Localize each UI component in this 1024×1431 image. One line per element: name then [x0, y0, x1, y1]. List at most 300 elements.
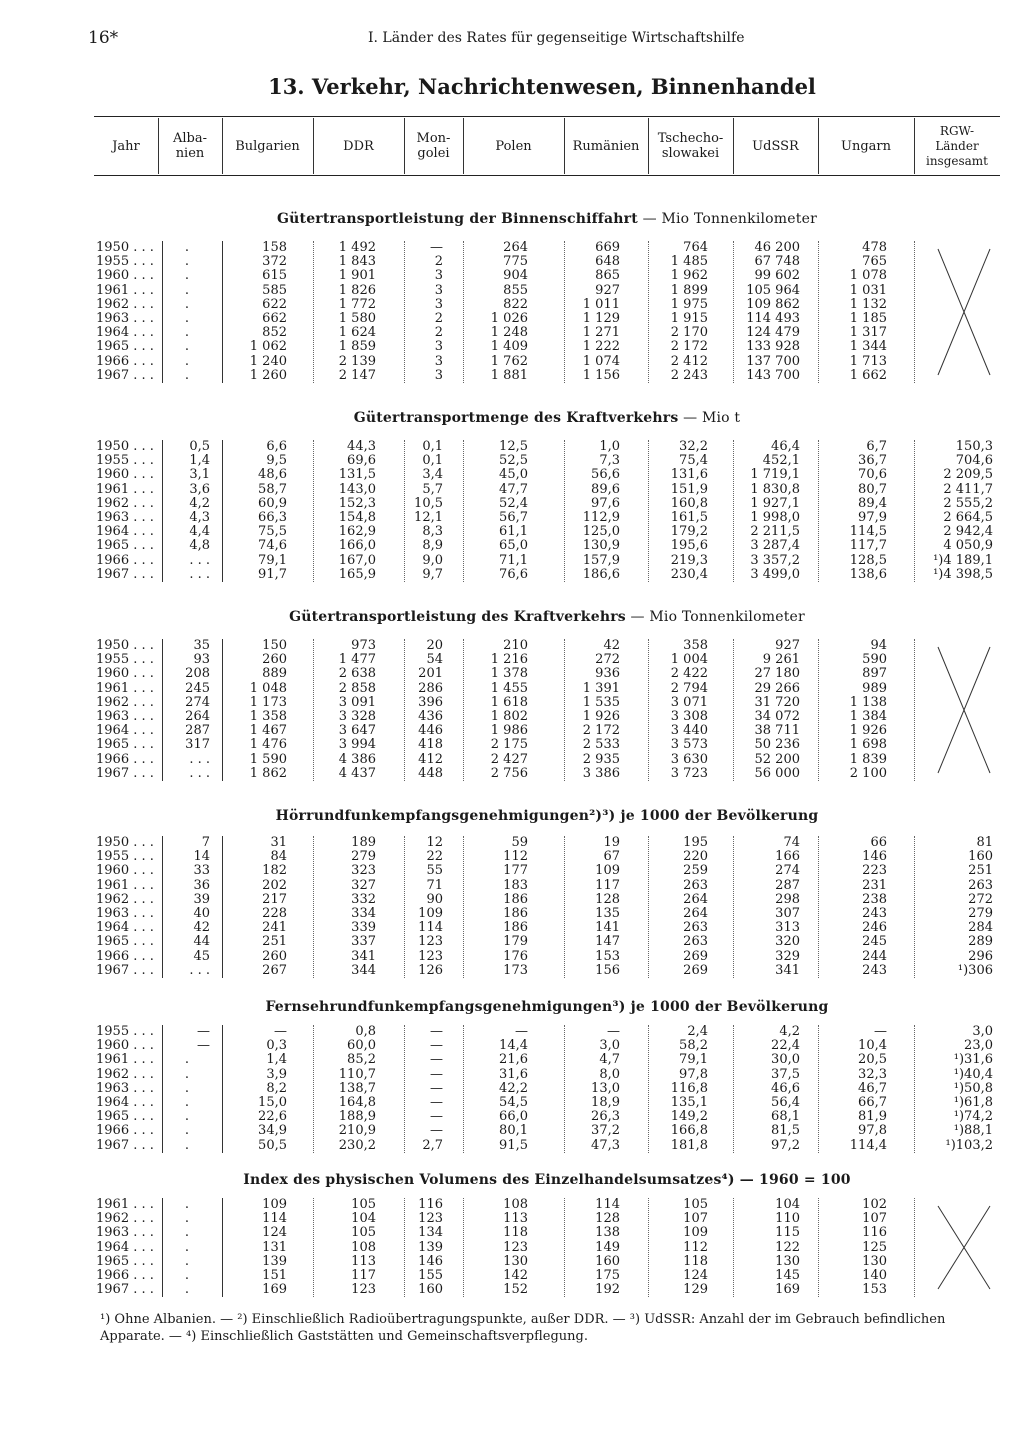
- header-label: RGW- Länder insgesamt: [925, 123, 989, 168]
- value-cell-ddr: 189: [351, 835, 376, 850]
- year-cell: 1955 . . .: [96, 1024, 154, 1039]
- value-cell-bulgarien: 60,9: [258, 495, 287, 511]
- value-cell-mongolei: 90: [426, 891, 443, 907]
- value-cell-rumaenien: 2 533: [582, 737, 620, 753]
- value-cell-tschechoslowakei: 220: [683, 849, 708, 865]
- value-cell-mongolei: 10,5: [414, 495, 443, 511]
- year-cell: 1966 . . .: [96, 552, 154, 568]
- value-cell-udssr: 130: [775, 1253, 800, 1269]
- value-cell-ddr: 117: [351, 1268, 376, 1283]
- value-cell-bulgarien: 114: [262, 1211, 287, 1227]
- value-cell-albanien: 40: [193, 906, 210, 921]
- value-cell-polen: 775: [503, 254, 528, 270]
- column-separator: [463, 440, 464, 582]
- year-cell: 1965 . . .: [96, 737, 154, 753]
- value-cell-mongolei: 109: [418, 906, 443, 921]
- value-cell-mongolei: 2,7: [422, 1137, 443, 1153]
- year-cell: 1967 . . .: [96, 367, 154, 383]
- value-cell-bulgarien: 139: [262, 1253, 287, 1269]
- value-cell-udssr: 1 830,8: [750, 481, 800, 497]
- value-cell-ddr: 1 859: [338, 339, 376, 355]
- value-cell-rumaenien: 141: [595, 920, 620, 936]
- year-cell: 1964 . . .: [96, 524, 154, 540]
- value-cell-mongolei: 3: [434, 282, 443, 298]
- value-cell-mongolei: 8,9: [422, 538, 443, 554]
- value-cell-udssr: 122: [775, 1239, 800, 1255]
- table-row: [0, 440, 1024, 454]
- table-row: [0, 950, 1024, 964]
- value-cell-rumaenien: 4,7: [599, 1052, 620, 1068]
- year-cell: 1964 . . .: [96, 1239, 154, 1255]
- value-cell-albanien: .: [184, 1225, 190, 1241]
- table-row: [0, 1226, 1024, 1240]
- value-cell-albanien: 33: [193, 863, 210, 879]
- value-cell-rumaenien: 1 074: [582, 353, 620, 369]
- header-label: Rumänien: [572, 138, 640, 154]
- value-cell-bulgarien: 1,4: [266, 1052, 287, 1068]
- value-cell-mongolei: —: [430, 1038, 443, 1054]
- value-cell-tschechoslowakei: 3 573: [670, 737, 708, 753]
- value-cell-ungarn: 246: [862, 920, 887, 936]
- value-cell-polen: 179: [503, 934, 528, 950]
- value-cell-albanien: .: [184, 240, 190, 255]
- value-cell-udssr: 29 266: [754, 680, 800, 696]
- year-cell: 1964 . . .: [96, 325, 154, 341]
- value-cell-mongolei: 9,7: [422, 566, 443, 582]
- value-cell-tschechoslowakei: 195,6: [670, 538, 708, 554]
- value-cell-albanien: 0,5: [189, 439, 210, 454]
- value-cell-polen: 1 618: [490, 694, 528, 710]
- value-cell-mongolei: 114: [418, 920, 443, 936]
- header-col-tschechoslowakei: [648, 118, 733, 174]
- value-cell-albanien: 317: [185, 737, 210, 753]
- value-cell-ddr: 279: [351, 849, 376, 865]
- table-row: [0, 1068, 1024, 1082]
- header-label: Bulgarien: [235, 138, 300, 154]
- value-cell-ddr: 1 477: [338, 652, 376, 668]
- value-cell-tschechoslowakei: 1 975: [670, 296, 708, 312]
- value-cell-bulgarien: 1 062: [249, 339, 287, 355]
- value-cell-rgw: ¹)61,8: [953, 1095, 993, 1110]
- header-separator: [733, 118, 734, 174]
- value-cell-polen: 31,6: [499, 1066, 528, 1082]
- value-cell-tschechoslowakei: 764: [683, 240, 708, 255]
- value-cell-rgw: ¹)40,4: [953, 1066, 993, 1082]
- value-cell-ddr: 332: [351, 891, 376, 907]
- value-cell-udssr: 30,0: [771, 1052, 800, 1068]
- table-row: [0, 653, 1024, 667]
- value-cell-albanien: .: [184, 282, 190, 298]
- value-cell-albanien: 42: [193, 920, 210, 936]
- value-cell-tschechoslowakei: 135,1: [670, 1095, 708, 1110]
- value-cell-rgw: 23,0: [964, 1038, 993, 1054]
- value-cell-ddr: 3 091: [338, 694, 376, 710]
- value-cell-ungarn: 1 839: [849, 751, 887, 767]
- value-cell-rgw: 150,3: [955, 439, 993, 454]
- value-cell-rumaenien: 1 156: [582, 367, 620, 383]
- value-cell-bulgarien: 22,6: [258, 1109, 287, 1125]
- value-cell-udssr: 68,1: [771, 1109, 800, 1125]
- column-separator: [162, 836, 163, 978]
- value-cell-albanien: .: [184, 1282, 190, 1298]
- value-cell-mongolei: 3: [434, 268, 443, 284]
- header-label: Ungarn: [841, 138, 891, 154]
- value-cell-ddr: 327: [351, 877, 376, 893]
- value-cell-mongolei: 3: [434, 339, 443, 355]
- value-cell-bulgarien: 75,5: [258, 524, 287, 540]
- value-cell-ungarn: 138,6: [849, 566, 887, 582]
- value-cell-polen: 76,6: [499, 566, 528, 582]
- year-cell: 1950 . . .: [96, 835, 154, 850]
- value-cell-mongolei: 12,1: [414, 510, 443, 525]
- value-cell-udssr: 1 998,0: [750, 510, 800, 525]
- section-title-text: Gütertransportmenge des Kraftverkehrs: [353, 410, 679, 426]
- year-cell: 1960 . . .: [96, 268, 154, 284]
- value-cell-ddr: 44,3: [347, 439, 376, 454]
- value-cell-udssr: 143 700: [746, 367, 800, 383]
- value-cell-polen: 42,2: [499, 1080, 528, 1096]
- table-row: [0, 454, 1024, 468]
- value-cell-tschechoslowakei: 1 485: [670, 254, 708, 270]
- value-cell-ddr: 108: [351, 1239, 376, 1255]
- value-cell-bulgarien: 31: [270, 835, 287, 850]
- value-cell-polen: 142: [503, 1268, 528, 1283]
- value-cell-bulgarien: 9,5: [266, 453, 287, 469]
- value-cell-albanien: .: [184, 1095, 190, 1110]
- table-row: [0, 879, 1024, 893]
- value-cell-bulgarien: 615: [262, 268, 287, 284]
- column-separator: [564, 639, 565, 781]
- section-title-text: Index des physischen Volumens des Einzelhandelsumsatzes⁴) — 1960 = 100: [243, 1172, 851, 1188]
- value-cell-ungarn: 1 031: [849, 282, 887, 298]
- column-separator: [914, 639, 915, 781]
- value-cell-rgw: ¹)31,6: [953, 1052, 993, 1068]
- value-cell-albanien: 7: [201, 835, 210, 850]
- value-cell-ddr: 344: [351, 962, 376, 978]
- value-cell-rumaenien: 37,2: [591, 1123, 620, 1139]
- value-cell-polen: 2 756: [490, 765, 528, 781]
- header-col-bulgarien: [222, 118, 313, 174]
- value-cell-tschechoslowakei: 3 308: [670, 709, 708, 724]
- value-cell-albanien: .: [184, 1211, 190, 1227]
- table-row: [0, 326, 1024, 340]
- value-cell-udssr: 115: [775, 1225, 800, 1241]
- value-cell-rumaenien: 3,0: [599, 1038, 620, 1054]
- value-cell-mongolei: 448: [418, 765, 443, 781]
- value-cell-udssr: 105 964: [746, 282, 800, 298]
- value-cell-albanien: .: [184, 311, 190, 326]
- value-cell-ddr: 154,8: [338, 510, 376, 525]
- value-cell-polen: 47,7: [499, 481, 528, 497]
- value-cell-rumaenien: 147: [595, 934, 620, 950]
- value-cell-tschechoslowakei: 1 915: [670, 311, 708, 326]
- table-row: [0, 682, 1024, 696]
- value-cell-bulgarien: 91,7: [258, 566, 287, 582]
- value-cell-polen: 61,1: [499, 524, 528, 540]
- value-cell-polen: 904: [503, 268, 528, 284]
- value-cell-rgw: ¹)103,2: [945, 1137, 993, 1153]
- value-cell-udssr: 4,2: [779, 1024, 800, 1039]
- table-row: [0, 639, 1024, 653]
- year-cell: 1966 . . .: [96, 751, 154, 767]
- value-cell-mongolei: 436: [418, 709, 443, 724]
- column-separator: [222, 440, 223, 582]
- value-cell-rgw: 289: [968, 934, 993, 950]
- value-cell-bulgarien: 202: [262, 877, 287, 893]
- value-cell-polen: 112: [503, 849, 528, 865]
- value-cell-ungarn: 94: [870, 638, 887, 653]
- value-cell-ungarn: 1 138: [849, 694, 887, 710]
- section-title: [0, 410, 1024, 426]
- value-cell-rgw: 3,0: [972, 1024, 993, 1039]
- value-cell-udssr: 110: [775, 1211, 800, 1227]
- value-cell-mongolei: —: [430, 1123, 443, 1139]
- value-cell-albanien: . . .: [189, 566, 210, 582]
- value-cell-polen: 12,5: [499, 439, 528, 454]
- year-cell: 1965 . . .: [96, 339, 154, 355]
- column-separator: [914, 1198, 915, 1297]
- value-cell-rgw: ¹)4 398,5: [933, 566, 993, 582]
- table-row: [0, 255, 1024, 269]
- value-cell-bulgarien: —: [274, 1024, 287, 1039]
- section-title-text: Fernsehrundfunkempfangsgenehmigungen³) je 1000 der Bevölkerung: [265, 999, 829, 1015]
- value-cell-ddr: 339: [351, 920, 376, 936]
- value-cell-polen: 1 881: [490, 367, 528, 383]
- column-separator: [222, 836, 223, 978]
- value-cell-albanien: 14: [193, 849, 210, 865]
- value-cell-mongolei: 9,0: [422, 552, 443, 568]
- header-separator: [818, 118, 819, 174]
- value-cell-mongolei: 418: [418, 737, 443, 753]
- value-cell-rumaenien: 186,6: [582, 566, 620, 582]
- value-cell-ddr: 138,7: [338, 1080, 376, 1096]
- value-cell-ddr: 60,0: [347, 1038, 376, 1054]
- value-cell-albanien: 39: [193, 891, 210, 907]
- value-cell-ungarn: 1 344: [849, 339, 887, 355]
- value-cell-tschechoslowakei: 3 630: [670, 751, 708, 767]
- year-cell: 1961 . . .: [96, 481, 154, 497]
- value-cell-bulgarien: 84: [270, 849, 287, 865]
- value-cell-ungarn: 244: [862, 948, 887, 964]
- value-cell-udssr: 114 493: [746, 311, 800, 326]
- value-cell-ddr: 167,0: [338, 552, 376, 568]
- value-cell-bulgarien: 1 240: [249, 353, 287, 369]
- value-cell-rumaenien: 1 271: [582, 325, 620, 341]
- value-cell-rumaenien: 1 535: [582, 694, 620, 710]
- value-cell-ddr: 162,9: [338, 524, 376, 540]
- value-cell-mongolei: 396: [418, 694, 443, 710]
- value-cell-polen: 1 802: [490, 709, 528, 724]
- value-cell-tschechoslowakei: 161,5: [670, 510, 708, 525]
- value-cell-rgw: 2 942,4: [943, 524, 993, 540]
- header-label: Tschecho- slowakei: [657, 131, 724, 161]
- value-cell-ungarn: 1 698: [849, 737, 887, 753]
- value-cell-bulgarien: 1 260: [249, 367, 287, 383]
- table-row: [0, 1255, 1024, 1269]
- year-cell: 1955 . . .: [96, 652, 154, 668]
- value-cell-udssr: 145: [775, 1268, 800, 1283]
- value-cell-rumaenien: 272: [595, 652, 620, 668]
- value-cell-albanien: .: [184, 339, 190, 355]
- value-cell-tschechoslowakei: 263: [683, 877, 708, 893]
- value-cell-albanien: 1,4: [189, 453, 210, 469]
- column-separator: [463, 836, 464, 978]
- section-unit: — Mio Tonnenkilometer: [625, 609, 805, 625]
- value-cell-bulgarien: 151: [262, 1268, 287, 1283]
- value-cell-ungarn: 2 100: [849, 765, 887, 781]
- value-cell-tschechoslowakei: 105: [683, 1197, 708, 1212]
- value-cell-rgw: ¹)74,2: [953, 1109, 993, 1125]
- value-cell-albanien: .: [184, 1109, 190, 1125]
- value-cell-ungarn: 140: [862, 1268, 887, 1283]
- value-cell-mongolei: —: [430, 1066, 443, 1082]
- value-cell-ungarn: 114,5: [849, 524, 887, 540]
- value-cell-ddr: 1 624: [338, 325, 376, 341]
- value-cell-albanien: .: [184, 296, 190, 312]
- footnotes: [100, 1311, 1020, 1345]
- value-cell-bulgarien: 622: [262, 296, 287, 312]
- table-row: [0, 468, 1024, 482]
- value-cell-albanien: 36: [193, 877, 210, 893]
- value-cell-ungarn: 114,4: [849, 1137, 887, 1153]
- column-separator: [648, 1198, 649, 1297]
- value-cell-udssr: 46,4: [771, 439, 800, 454]
- value-cell-udssr: 22,4: [771, 1038, 800, 1054]
- value-cell-ungarn: 20,5: [858, 1052, 887, 1068]
- value-cell-ddr: 334: [351, 906, 376, 921]
- value-cell-ddr: 3 647: [338, 723, 376, 739]
- value-cell-tschechoslowakei: 3 723: [670, 765, 708, 781]
- value-cell-rumaenien: 927: [595, 282, 620, 298]
- running-head: I. Länder des Rates für gegenseitige Wirtschaftshilfe: [368, 30, 745, 46]
- value-cell-ungarn: 130: [862, 1253, 887, 1269]
- value-cell-mongolei: 12: [426, 835, 443, 850]
- value-cell-mongolei: 3: [434, 367, 443, 383]
- column-separator: [162, 440, 163, 582]
- year-cell: 1963 . . .: [96, 1225, 154, 1241]
- table-row: [0, 298, 1024, 312]
- value-cell-ddr: 4 386: [338, 751, 376, 767]
- year-cell: 1964 . . .: [96, 920, 154, 936]
- value-cell-albanien: 4,3: [189, 510, 210, 525]
- table-row: [0, 753, 1024, 767]
- header-label: UdSSR: [752, 138, 799, 154]
- value-cell-ddr: 973: [351, 638, 376, 653]
- column-separator: [222, 1198, 223, 1297]
- value-cell-bulgarien: 1 476: [249, 737, 287, 753]
- value-cell-ungarn: 81,9: [858, 1109, 887, 1125]
- value-cell-rumaenien: —: [607, 1024, 620, 1039]
- value-cell-bulgarien: 169: [262, 1282, 287, 1298]
- value-cell-rumaenien: 109: [595, 863, 620, 879]
- value-cell-rgw: 704,6: [955, 453, 993, 469]
- value-cell-bulgarien: 79,1: [258, 552, 287, 568]
- year-cell: 1950 . . .: [96, 638, 154, 653]
- value-cell-rgw: ¹)88,1: [953, 1123, 993, 1139]
- value-cell-polen: 21,6: [499, 1052, 528, 1068]
- value-cell-ddr: 2 147: [338, 367, 376, 383]
- column-separator: [313, 241, 314, 383]
- column-separator: [733, 241, 734, 383]
- value-cell-rgw: ¹)50,8: [953, 1080, 993, 1096]
- value-cell-mongolei: 123: [418, 1211, 443, 1227]
- column-separator: [648, 241, 649, 383]
- value-cell-rumaenien: 175: [595, 1268, 620, 1283]
- value-cell-mongolei: 5,7: [422, 481, 443, 497]
- value-cell-polen: 113: [503, 1211, 528, 1227]
- value-cell-udssr: 46,6: [771, 1080, 800, 1096]
- table-row: [0, 483, 1024, 497]
- table-row: [0, 554, 1024, 568]
- value-cell-polen: 1 986: [490, 723, 528, 739]
- value-cell-polen: 1 378: [490, 666, 528, 682]
- year-cell: 1967 . . .: [96, 1282, 154, 1298]
- value-cell-rgw: 160: [968, 849, 993, 865]
- value-cell-polen: 2 175: [490, 737, 528, 753]
- value-cell-albanien: 264: [185, 709, 210, 724]
- section-title: [0, 211, 1024, 227]
- value-cell-udssr: 313: [775, 920, 800, 936]
- value-cell-tschechoslowakei: 219,3: [670, 552, 708, 568]
- value-cell-albanien: .: [184, 1268, 190, 1283]
- column-separator: [222, 241, 223, 383]
- value-cell-mongolei: 2: [434, 254, 443, 270]
- value-cell-tschechoslowakei: 1 004: [670, 652, 708, 668]
- value-cell-bulgarien: 109: [262, 1197, 287, 1212]
- value-cell-ungarn: 238: [862, 891, 887, 907]
- value-cell-ddr: 164,8: [338, 1095, 376, 1110]
- value-cell-rumaenien: 47,3: [591, 1137, 620, 1153]
- value-cell-ungarn: 6,7: [866, 439, 887, 454]
- value-cell-ungarn: 478: [862, 240, 887, 255]
- value-cell-tschechoslowakei: 259: [683, 863, 708, 879]
- value-cell-rumaenien: 157,9: [582, 552, 620, 568]
- value-cell-rumaenien: 56,6: [591, 467, 620, 483]
- value-cell-ddr: 1 826: [338, 282, 376, 298]
- table-row: [0, 1212, 1024, 1226]
- value-cell-bulgarien: 34,9: [258, 1123, 287, 1139]
- value-cell-polen: 855: [503, 282, 528, 298]
- value-cell-polen: 54,5: [499, 1095, 528, 1110]
- header-label: Mon- golei: [416, 131, 451, 161]
- year-cell: 1967 . . .: [96, 566, 154, 582]
- table-row: [0, 1241, 1024, 1255]
- value-cell-ungarn: 897: [862, 666, 887, 682]
- column-separator: [818, 639, 819, 781]
- value-cell-rgw: 2 209,5: [943, 467, 993, 483]
- value-cell-rumaenien: 192: [595, 1282, 620, 1298]
- column-separator: [818, 1025, 819, 1153]
- table-row: [0, 269, 1024, 283]
- column-separator: [914, 440, 915, 582]
- value-cell-tschechoslowakei: 181,8: [670, 1137, 708, 1153]
- value-cell-ddr: 104: [351, 1211, 376, 1227]
- header-label: DDR: [343, 138, 374, 154]
- value-cell-ddr: 85,2: [347, 1052, 376, 1068]
- value-cell-udssr: 166: [775, 849, 800, 865]
- value-cell-rumaenien: 117: [595, 877, 620, 893]
- value-cell-udssr: 274: [775, 863, 800, 879]
- value-cell-polen: 45,0: [499, 467, 528, 483]
- year-cell: 1961 . . .: [96, 877, 154, 893]
- header-rule-bottom: [94, 175, 1000, 176]
- year-cell: 1963 . . .: [96, 1080, 154, 1096]
- value-cell-albanien: .: [184, 1052, 190, 1068]
- header-separator: [158, 118, 159, 174]
- value-cell-albanien: .: [184, 1066, 190, 1082]
- value-cell-polen: 152: [503, 1282, 528, 1298]
- value-cell-ddr: 105: [351, 1197, 376, 1212]
